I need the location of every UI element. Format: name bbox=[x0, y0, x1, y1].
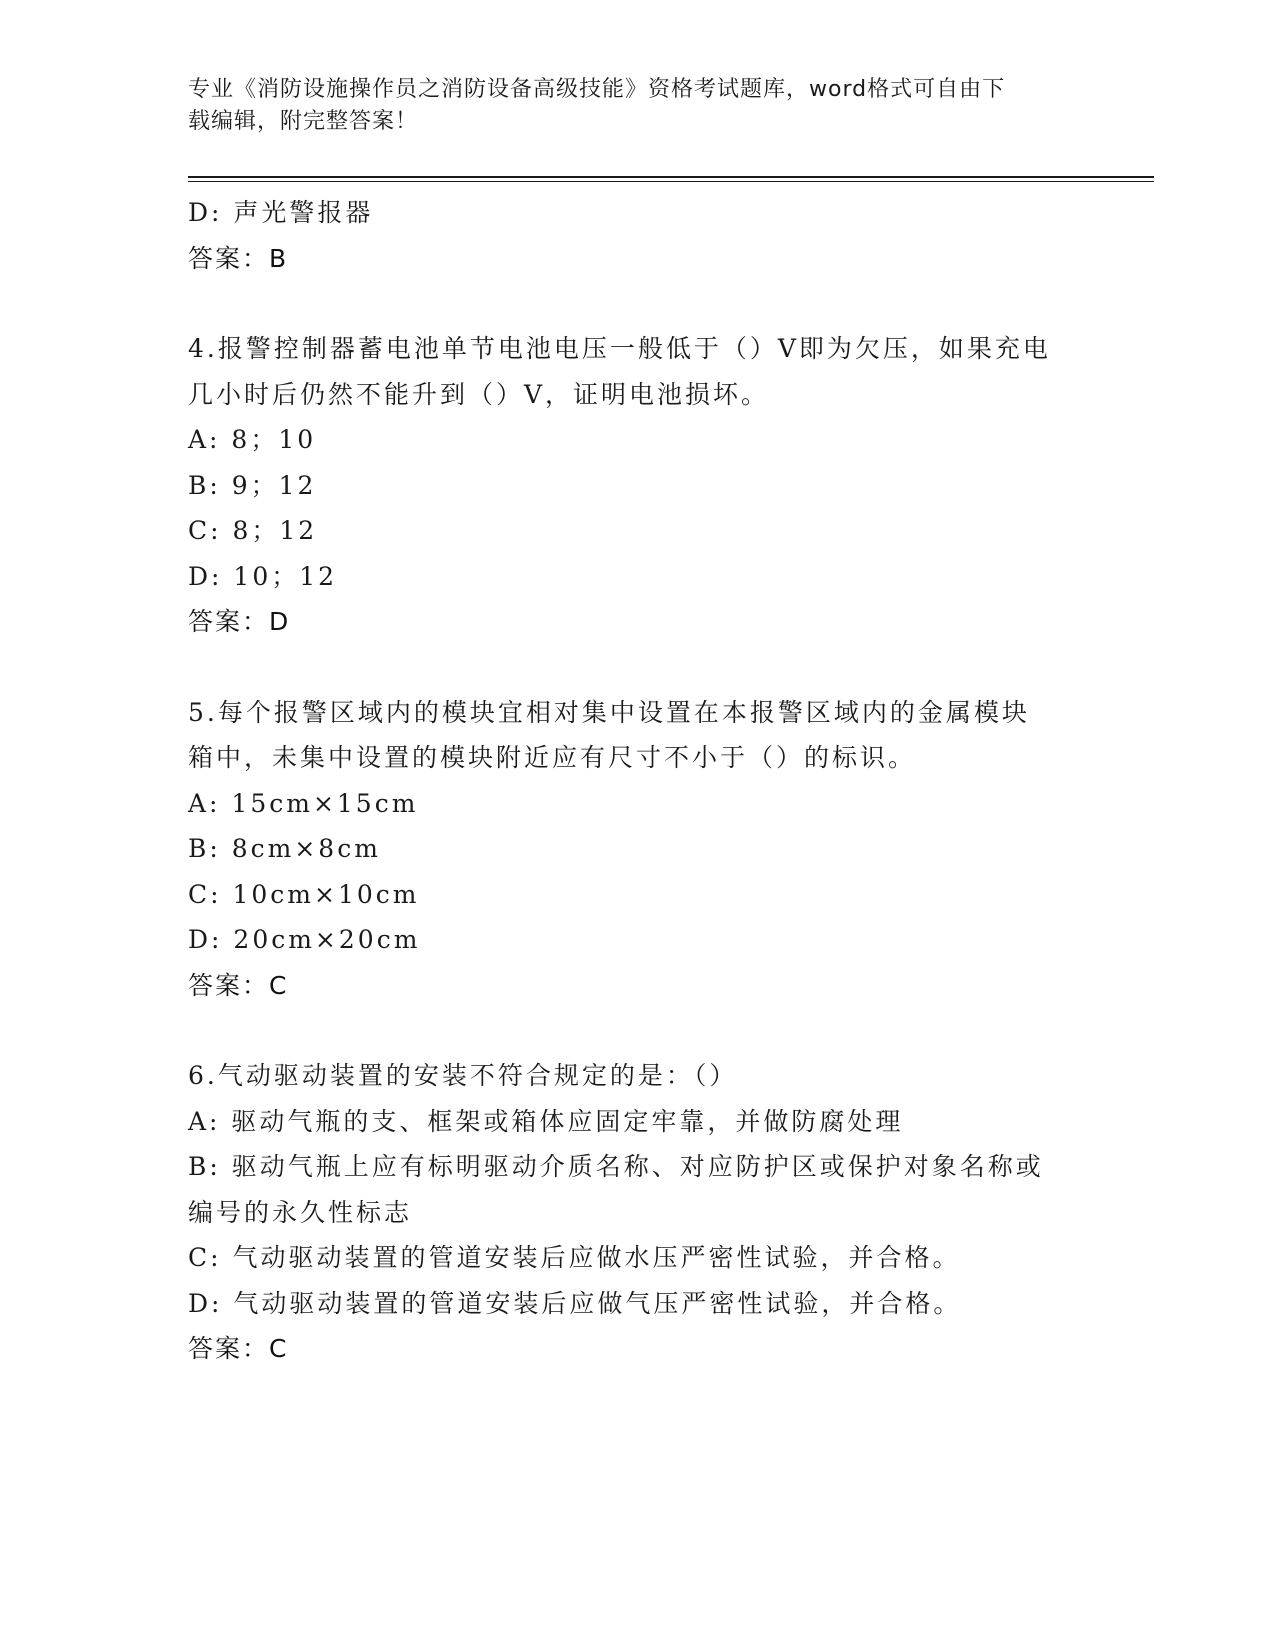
header-divider-thick bbox=[188, 176, 1154, 178]
question-stem-line: 4.报警控制器蓄电池单节电池电压一般低于（）V即为欠压，如果充电 bbox=[188, 334, 1051, 363]
option-a: A: 15cm×15cm bbox=[188, 788, 419, 818]
option-d: D: 气动驱动装置的管道安装后应做气压严密性试验，并合格。 bbox=[188, 1288, 962, 1318]
option-b: B: 8cm×8cm bbox=[188, 834, 381, 863]
option-c: C: 10cm×10cm bbox=[188, 879, 420, 909]
question-stem-line: 6.气动驱动装置的安装不符合规定的是：（） bbox=[188, 1061, 738, 1090]
answer-line: 答案：B bbox=[188, 243, 289, 273]
question-stem-line: 箱中，未集中设置的模块附近应有尺寸不小于（）的标识。 bbox=[188, 743, 917, 772]
question-3-tail bbox=[188, 190, 1088, 281]
page-header bbox=[188, 74, 1088, 138]
spacer bbox=[188, 281, 1088, 326]
option-c: C: 8；12 bbox=[188, 516, 318, 545]
answer-line: 答案：C bbox=[188, 1334, 289, 1363]
option-d: D: 20cm×20cm bbox=[188, 925, 421, 954]
question-5 bbox=[188, 690, 1088, 1009]
question-4 bbox=[188, 326, 1088, 645]
header-line-2: 载编辑，附完整答案！ bbox=[188, 109, 419, 134]
header-line-1: 专业《消防设施操作员之消防设备高级技能》资格考试题库，word格式可自由下 bbox=[188, 77, 1006, 102]
spacer bbox=[188, 645, 1088, 690]
question-list bbox=[188, 190, 1088, 1372]
question-stem-line: 5.每个报警区域内的模块宜相对集中设置在本报警区域内的金属模块 bbox=[188, 697, 1030, 727]
question-stem-line: 几小时后仍然不能升到（）V，证明电池损坏。 bbox=[188, 379, 770, 409]
option-a: A: 驱动气瓶的支、框架或箱体应固定牢靠，并做防腐处理 bbox=[188, 1106, 904, 1136]
option-b: B: 9；12 bbox=[188, 470, 317, 500]
answer-line: 答案：D bbox=[188, 607, 291, 636]
header-divider-thin bbox=[188, 181, 1154, 182]
option-a: A: 8；10 bbox=[188, 425, 317, 454]
spacer bbox=[188, 1008, 1088, 1053]
option-c: C: 气动驱动装置的管道安装后应做水压严密性试验，并合格。 bbox=[188, 1243, 961, 1272]
option-d: D: 10；12 bbox=[188, 561, 338, 591]
question-6 bbox=[188, 1053, 1088, 1372]
answer-line: 答案：C bbox=[188, 970, 289, 1000]
option-d: D: 声光警报器 bbox=[188, 198, 374, 227]
option-b-continued: 编号的永久性标志 bbox=[188, 1197, 413, 1227]
option-b: B: 驱动气瓶上应有标明驱动介质名称、对应防护区或保护对象名称或 bbox=[188, 1152, 1044, 1181]
